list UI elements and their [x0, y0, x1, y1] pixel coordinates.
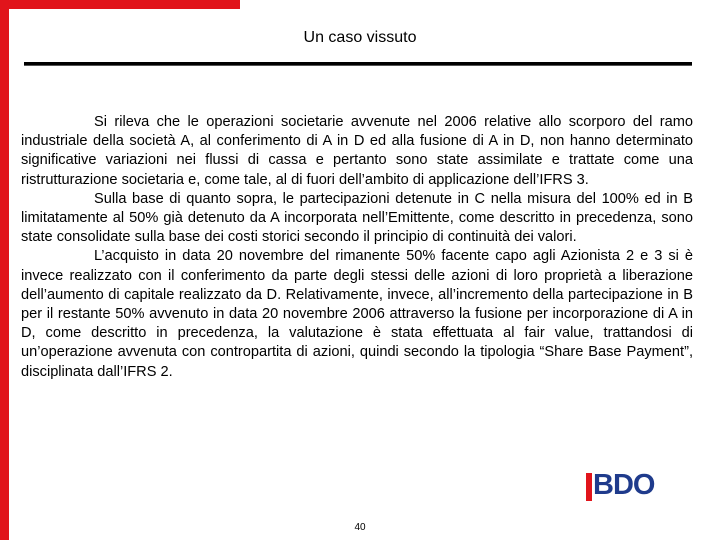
- top-accent-bar: [0, 0, 240, 9]
- logo-red-bar: [586, 473, 592, 501]
- paragraph-1: Si rileva che le operazioni societarie avvenute nel 2006 relative allo scorporo del ramo industriale della società A, al conferimento di A in D ed alla fusione di A in D, non hanno determinato significative variazioni nei flussi di cassa e pertanto sono state assimilate e trattate come una ristrutturazione societaria e, come tale, al di fuori dell’ambito di applicazione dell’IFRS 3.: [21, 114, 693, 188]
- paragraph-3: L’acquisto in data 20 novembre del rimanente 50% facente capo agli Azionista 2 e 3 si è invece realizzato con il conferimento da parte degli stessi delle azioni di loro proprietà a liberazione dell’aumento di capitale realizzato da D. Relativamente, invece, all’incremento della partecipazione in B per il restante 50% avvenuto in data 20 novembre 2006 attraverso la fusione per incorporazione di A in D, come descritto in precedenza, la valutazione è stata effettuata al fair value, trattandosi di un’operazione avvenuta con contropartita di azioni, quindi secondo la tipologia “Share Base Payment”, disciplinata dall’IFRS 2.: [21, 248, 693, 380]
- page-number: 40: [354, 522, 366, 533]
- bdo-logo: [586, 470, 666, 502]
- body-text: [21, 113, 693, 382]
- logo-text: BDO: [593, 469, 655, 501]
- paragraph-2: Sulla base di quanto sopra, le partecipazioni detenute in C nella misura del 100% ed in B limitatamente al 50% già detenuto da A incorporata nell’Emittente, come descritto in precedenza, sono state consolidate sulla base dei costi storici secondo il principio di continuità dei valori.: [21, 190, 693, 246]
- left-accent-bar: [0, 0, 9, 540]
- slide-title: Un caso vissuto: [303, 29, 417, 46]
- title-divider: [24, 62, 692, 66]
